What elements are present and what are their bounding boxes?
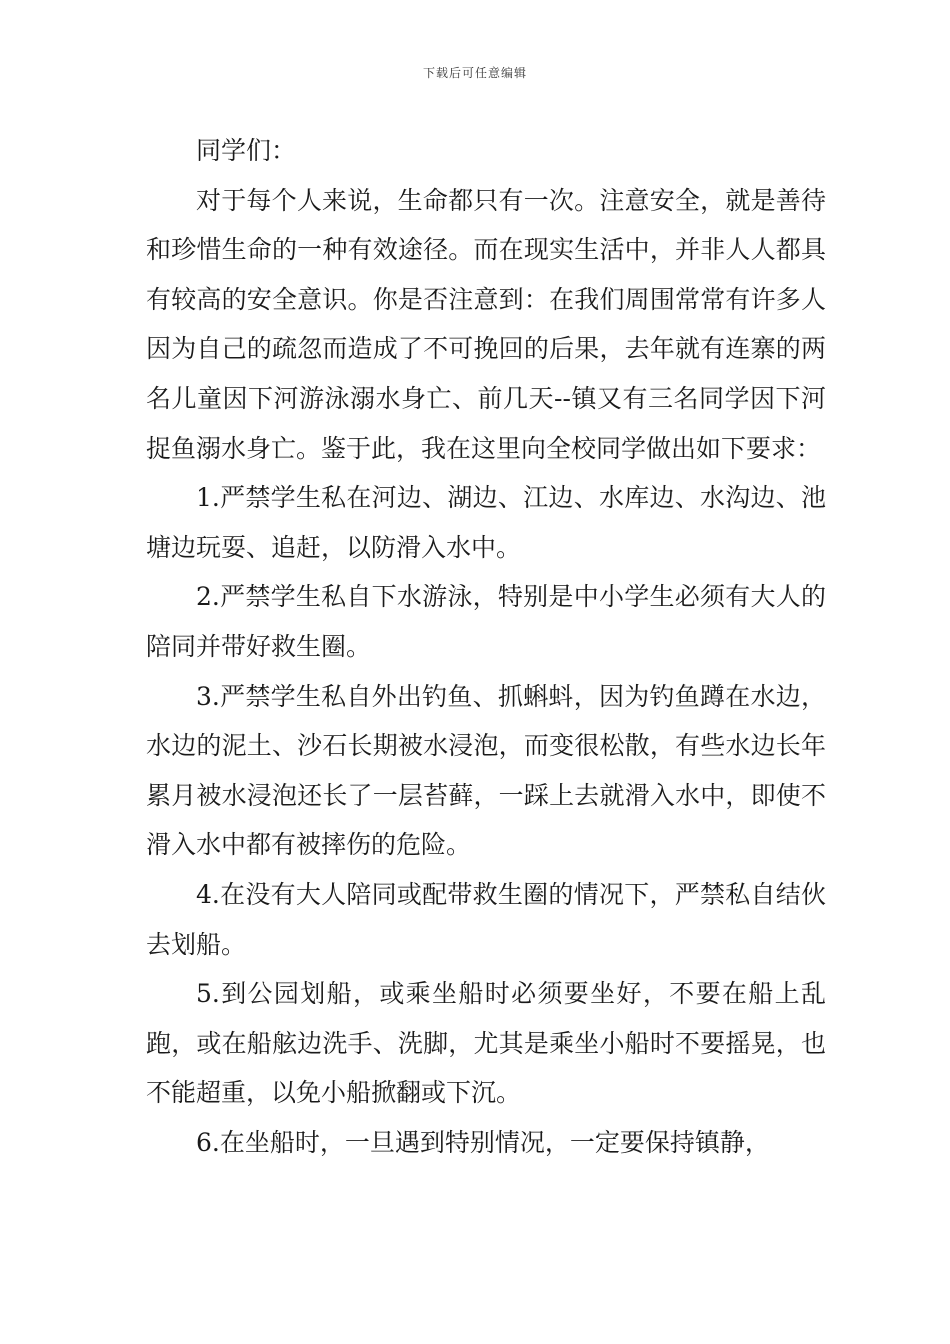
paragraph-greeting: 同学们： [196,136,297,165]
page-header: 下载后可任意编辑 [422,66,527,80]
paragraph-intro: 对于每个人来说，生命都只有一次。注意安全，就是善待和珍惜生命的一种有效途径。而在现实生活中，并非人人都具有较高的安全意识。你是否注意到：在我们周围常常有许多人因为自己的疏忽而造成了不可挽回的后果，去年就有连寨的两名儿童因下河游泳溺水身亡、前几天--镇又有三名同学因下河捉鱼溺水身亡。鉴于此，我在这里向全校同学做出如下要求： [146,185,826,463]
paragraph-rule-1: 1.严禁学生私在河边、湖边、江边、水库边、水沟边、池塘边玩耍、追赶，以防滑入水中。 [146,483,826,562]
paragraph-rule-3: 3.严禁学生私自外出钓鱼、抓蝌蚪，因为钓鱼蹲在水边，水边的泥土、沙石长期被水浸泡，而变很松散，有些水边长年累月被水浸泡还长了一层苔藓，一踩上去就滑入水中，即使不滑入水中都有被摔伤的危险。 [146,681,826,860]
document-body [146,126,826,1167]
paragraph-rule-2: 2.严禁学生私自下水游泳，特别是中小学生必须有大人的陪同并带好救生圈。 [146,582,826,661]
paragraph-rule-5: 5.到公园划船，或乘坐船时必须要坐好，不要在船上乱跑，或在船舷边洗手、洗脚，尤其是乘坐小船时不要摇晃，也不能超重，以免小船掀翻或下沉。 [146,979,826,1108]
paragraph-rule-4: 4.在没有大人陪同或配带救生圈的情况下，严禁私自结伙去划船。 [146,879,826,959]
paragraph-rule-6: 6.在坐船时，一旦遇到特别情况，一定要保持镇静， [196,1127,770,1157]
